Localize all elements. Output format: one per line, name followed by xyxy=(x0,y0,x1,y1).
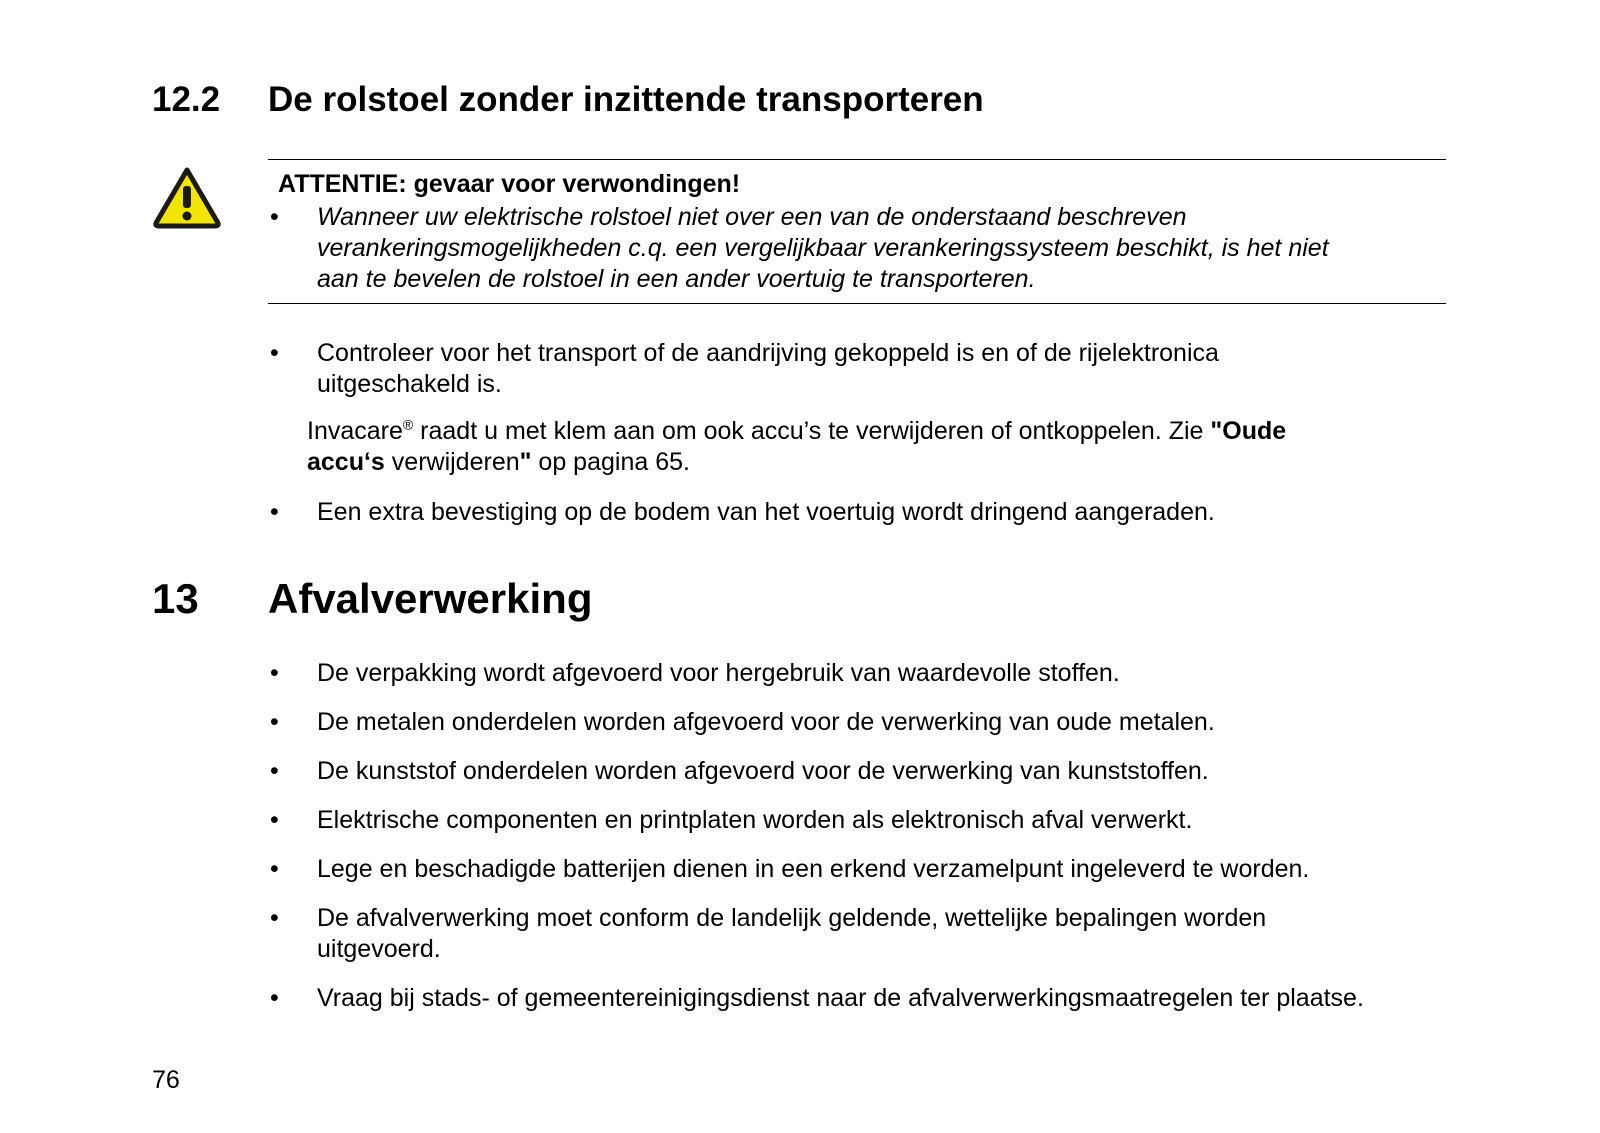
list-bullet: • xyxy=(270,855,279,883)
list-bullet: • xyxy=(270,984,279,1012)
list-item-line: uitgeschakeld is. xyxy=(317,370,502,398)
list-item-line: Controleer voor het transport of de aandrijving gekoppeld is en of de rijelektronica xyxy=(317,339,1219,367)
list-bullet: • xyxy=(270,339,279,367)
note-line-1 xyxy=(307,417,1286,446)
warning-bullet: • xyxy=(270,203,279,231)
list-item-line: Vraag bij stads- of gemeentereinigingsdienst naar de afvalverwerkingsmaatregelen ter plaatse. xyxy=(317,984,1364,1012)
warning-title: ATTENTIE: gevaar voor verwondingen! xyxy=(278,170,741,198)
section-title: De rolstoel zonder inzittende transporteren xyxy=(268,80,984,119)
list-item-line: De afvalverwerking moet conform de landelijk geldende, wettelijke bepalingen worden xyxy=(317,904,1267,932)
list-bullet: • xyxy=(270,659,279,687)
note-text: raadt u met klem aan om ook accu’s te verwijderen of ontkoppelen. Zie xyxy=(413,417,1211,445)
note-link-quote: " xyxy=(519,448,532,476)
note-link-text: "Oude xyxy=(1210,417,1287,445)
warning-top-rule xyxy=(268,159,1446,160)
chapter-number: 13 xyxy=(152,575,199,622)
chapter-title: Afvalverwerking xyxy=(268,575,593,622)
note-link-text: verwijderen xyxy=(384,448,520,476)
list-item-line: uitgevoerd. xyxy=(317,935,441,963)
list-bullet: • xyxy=(270,708,279,736)
warning-text-line: Wanneer uw elektrische rolstoel niet over een van de onderstaand beschreven xyxy=(317,203,1187,231)
warning-triangle-icon xyxy=(152,166,222,229)
page-number: 76 xyxy=(152,1066,180,1094)
list-bullet: • xyxy=(270,757,279,785)
registered-mark: ® xyxy=(402,416,414,433)
list-bullet: • xyxy=(270,904,279,932)
list-item-line: Lege en beschadigde batterijen dienen in een erkend verzamelpunt ingeleverd te worden. xyxy=(317,855,1310,883)
brand-name: Invacare xyxy=(307,417,403,445)
note-link-text: accu‘s xyxy=(307,448,385,476)
warning-text-line: verankeringsmogelijkheden c.q. een vergelijkbaar verankeringssysteem beschikt, is het niet xyxy=(317,234,1329,262)
list-item-line: De metalen onderdelen worden afgevoerd voor de verwerking van oude metalen. xyxy=(317,708,1215,736)
list-item-line: Een extra bevestiging op de bodem van het voertuig wordt dringend aangeraden. xyxy=(317,498,1215,526)
list-item-line: De verpakking wordt afgevoerd voor hergebruik van waardevolle stoffen. xyxy=(317,659,1120,687)
warning-bottom-rule xyxy=(268,303,1446,304)
list-bullet: • xyxy=(270,806,279,834)
note-text: op pagina 65. xyxy=(531,448,690,476)
warning-text-line: aan te bevelen de rolstoel in een ander voertuig te transporteren. xyxy=(317,265,1036,293)
list-item-line: Elektrische componenten en printplaten worden als elektronisch afval verwerkt. xyxy=(317,806,1193,834)
note-line-2 xyxy=(307,448,690,477)
section-number: 12.2 xyxy=(152,80,221,119)
list-item-line: De kunststof onderdelen worden afgevoerd voor de verwerking van kunststoffen. xyxy=(317,757,1209,785)
list-bullet: • xyxy=(270,498,279,526)
